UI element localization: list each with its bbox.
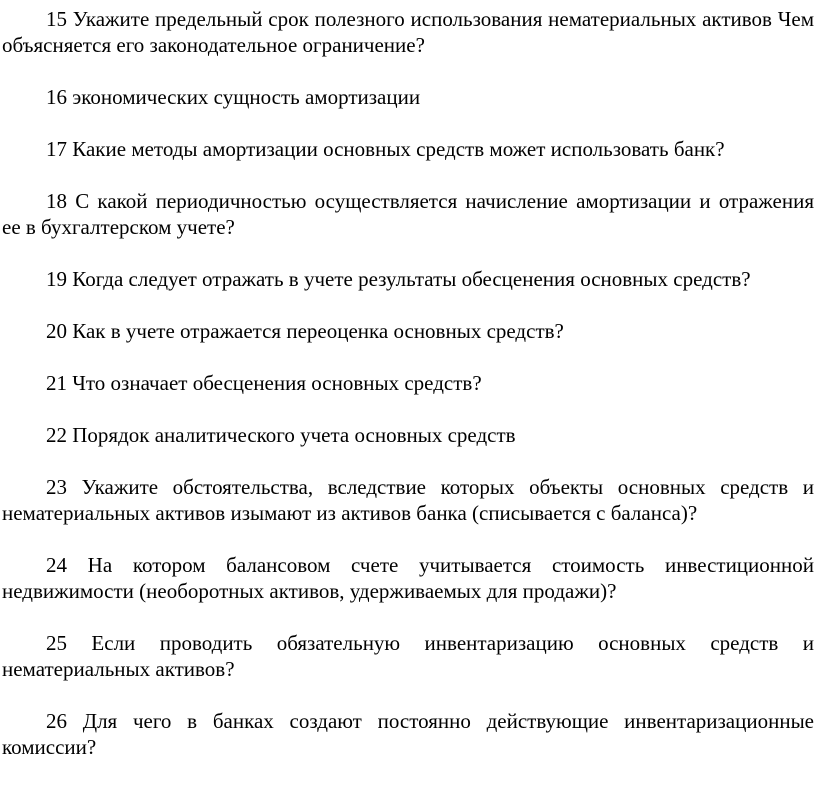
question-19: 19 Когда следует отражать в учете результаты обесценения основных средств? xyxy=(46,267,751,291)
question-17: 17 Какие методы амортизации основных средств может использовать банк? xyxy=(46,137,725,161)
question-20: 20 Как в учете отражается переоценка основных средств? xyxy=(46,319,564,343)
question-25: 25 Если проводить обязательную инвентаризацию основных средств и нематериальных активов? xyxy=(2,631,814,681)
question-18: 18 С какой периодичностью осуществляется начисление амортизации и отражения ее в бухгалтерском учете? xyxy=(2,189,814,239)
question-22: 22 Порядок аналитического учета основных средств xyxy=(46,423,516,447)
question-21: 21 Что означает обесценения основных средств? xyxy=(46,371,482,395)
question-26: 26 Для чего в банках создают постоянно действующие инвентаризационные комиссии? xyxy=(2,709,814,759)
question-23: 23 Укажите обстоятельства, вследствие которых объекты основных средств и нематериальных активов изымают из активов банка (списывается с баланса)? xyxy=(2,475,814,525)
question-15: 15 Укажите предельный срок полезного использования нематериальных активов Чем объясняется его законодательное ограничение? xyxy=(2,7,814,57)
question-24: 24 На котором балансовом счете учитывается стоимость инвестиционной недвижимости (необоротных активов, удерживаемых для продажи)? xyxy=(2,553,814,603)
question-16: 16 экономических сущность амортизации xyxy=(46,85,421,109)
